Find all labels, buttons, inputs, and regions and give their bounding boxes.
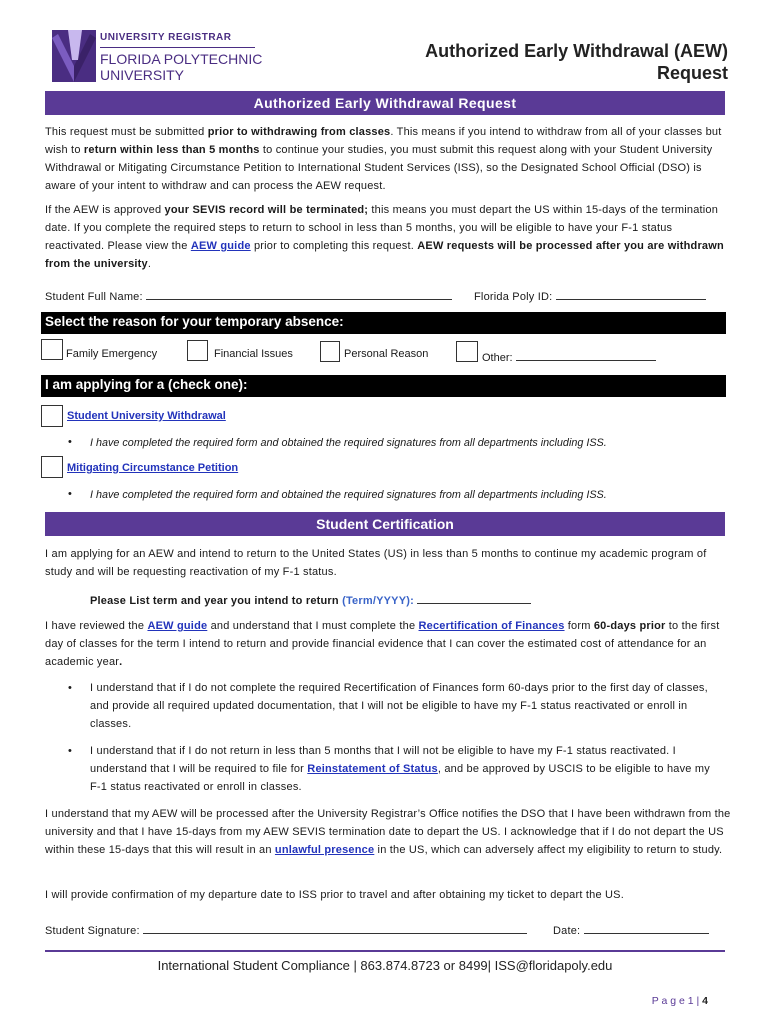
apply-section-heading: I am applying for a (check one):: [41, 375, 726, 397]
page-number: P a g e 1 | 4: [651, 995, 708, 1007]
financial-issues-label: Financial Issues: [214, 348, 293, 360]
certification-heading: Student Certification: [45, 512, 725, 536]
petition-checkbox[interactable]: [41, 456, 63, 478]
student-name-field: Student Full Name:: [45, 287, 452, 303]
logo-university-name: FLORIDA POLYTECHNIC: [100, 51, 263, 67]
reinstatement-link[interactable]: Reinstatement of Status: [307, 763, 438, 775]
footer-contact: International Student Compliance | 863.874.8723 or 8499| ISS@floridapoly.edu: [157, 958, 613, 973]
intro-paragraph-2: If the AEW is approved your SEVIS record will be terminated; this means you must depart the US within 15-days of the termination date. If you complete the required steps to return to school in less than 5 months, you will be eligible to have your F-1 status reactivated. Please view the AEW guide prior to completing this request. AEW requests will be processed after you are withdrawn from the university.: [45, 204, 724, 270]
other-reason-checkbox[interactable]: [456, 341, 478, 362]
return-term-field: Please List term and year you intend to return (Term/YYYY):: [90, 591, 531, 607]
petition-note: I have completed the required form and obtained the required signatures from all departments including ISS.: [90, 489, 607, 501]
bullet-icon: •: [68, 436, 72, 448]
bullet-icon: •: [68, 745, 72, 757]
recertification-link[interactable]: Recertification of Finances: [418, 620, 565, 632]
university-logo-mark: [52, 30, 96, 82]
student-withdrawal-link[interactable]: Student University Withdrawal: [67, 410, 226, 422]
certification-paragraph-2: I have reviewed the AEW guide and understand that I must complete the Recertification of Finances form 60-days prior to the first day of classes for the term I intend to return and provide financial evidence that I can cover the estimated cost of attendance for an academic year.: [45, 620, 720, 668]
form-banner: Authorized Early Withdrawal Request: [45, 91, 725, 115]
family-emergency-checkbox[interactable]: [41, 339, 63, 360]
certification-paragraph-3: I understand that my AEW will be processed after the University Registrar’s Office notifies the DSO that I have been withdrawn from the university and that I have 15-days from my AEW SEVIS termination date to depart the US. I acknowledge that if I do not depart the US within these 15-days that this will result in an unlawful presence in the US, which can adversely affect my eligibility to return to study.: [45, 808, 731, 856]
document-title: Authorized Early Withdrawal (AEW) Request: [425, 41, 728, 83]
personal-reason-checkbox[interactable]: [320, 341, 340, 362]
footer-divider: [45, 950, 725, 952]
student-name-input[interactable]: [146, 287, 452, 300]
bullet-icon: •: [68, 682, 72, 694]
certification-bullet-1: I understand that if I do not complete the required Recertification of Finances form 60-days prior to the first day of classes, and provide all required updated documentation, that I will not be eligible to have my F-1 status reactivated or enroll in classes.: [90, 682, 708, 730]
bullet-icon: •: [68, 488, 72, 500]
signature-field: Student Signature:: [45, 921, 527, 937]
signature-input[interactable]: [143, 921, 527, 934]
financial-issues-checkbox[interactable]: [187, 340, 208, 361]
intro-paragraph-1: This request must be submitted prior to withdrawing from classes. This means if you intend to withdraw from all of your classes but wish to return within less than 5 months to continue your studies, you must submit this request along with your Student University Withdrawal or Mitigating Circumstance Petition to International Student Services (ISS), so the Designated School Official (DSO) is aware of your intent to withdraw and can process the AEW request.: [45, 126, 722, 192]
mitigating-petition-link[interactable]: Mitigating Circumstance Petition: [67, 462, 239, 474]
other-reason-input[interactable]: [516, 348, 656, 361]
certification-paragraph-4: I will provide confirmation of my departure date to ISS prior to travel and after obtaining my ticket to depart the US.: [45, 889, 624, 901]
aew-guide-link-2[interactable]: AEW guide: [147, 620, 208, 632]
logo-university-word: UNIVERSITY: [100, 67, 185, 83]
logo-mark-icon: [52, 30, 96, 82]
return-term-input[interactable]: [417, 591, 531, 604]
other-reason-label: Other:: [482, 348, 656, 364]
family-emergency-label: Family Emergency: [66, 348, 158, 360]
university-logo-text: [100, 32, 263, 83]
date-input[interactable]: [584, 921, 709, 934]
poly-id-input[interactable]: [556, 287, 706, 300]
aew-guide-link[interactable]: AEW guide: [190, 240, 251, 252]
logo-divider: [100, 47, 255, 48]
withdrawal-checkbox[interactable]: [41, 405, 63, 427]
certification-paragraph-1: I am applying for an AEW and intend to return to the United States (US) in less than 5 months to continue my academic program of study and will be requesting reactivation of my F-1 status.: [45, 548, 707, 578]
withdrawal-note: I have completed the required form and obtained the required signatures from all departments including ISS.: [90, 437, 607, 449]
date-field: Date:: [553, 921, 709, 937]
logo-registrar: UNIVERSITY REGISTRAR: [100, 32, 232, 43]
reason-section-heading: Select the reason for your temporary absence:: [41, 312, 726, 334]
certification-bullet-2: I understand that if I do not return in less than 5 months that I will not be eligible to have my F-1 status reactivated. I understand that I will be required to file for Reinstatement of Status, and be approved by USCIS to be eligible to have my F-1 status reactivated or enroll in classes.: [90, 745, 710, 793]
poly-id-field: Florida Poly ID:: [474, 287, 706, 303]
personal-reason-label: Personal Reason: [344, 348, 429, 360]
unlawful-presence-link[interactable]: unlawful presence: [274, 844, 375, 856]
